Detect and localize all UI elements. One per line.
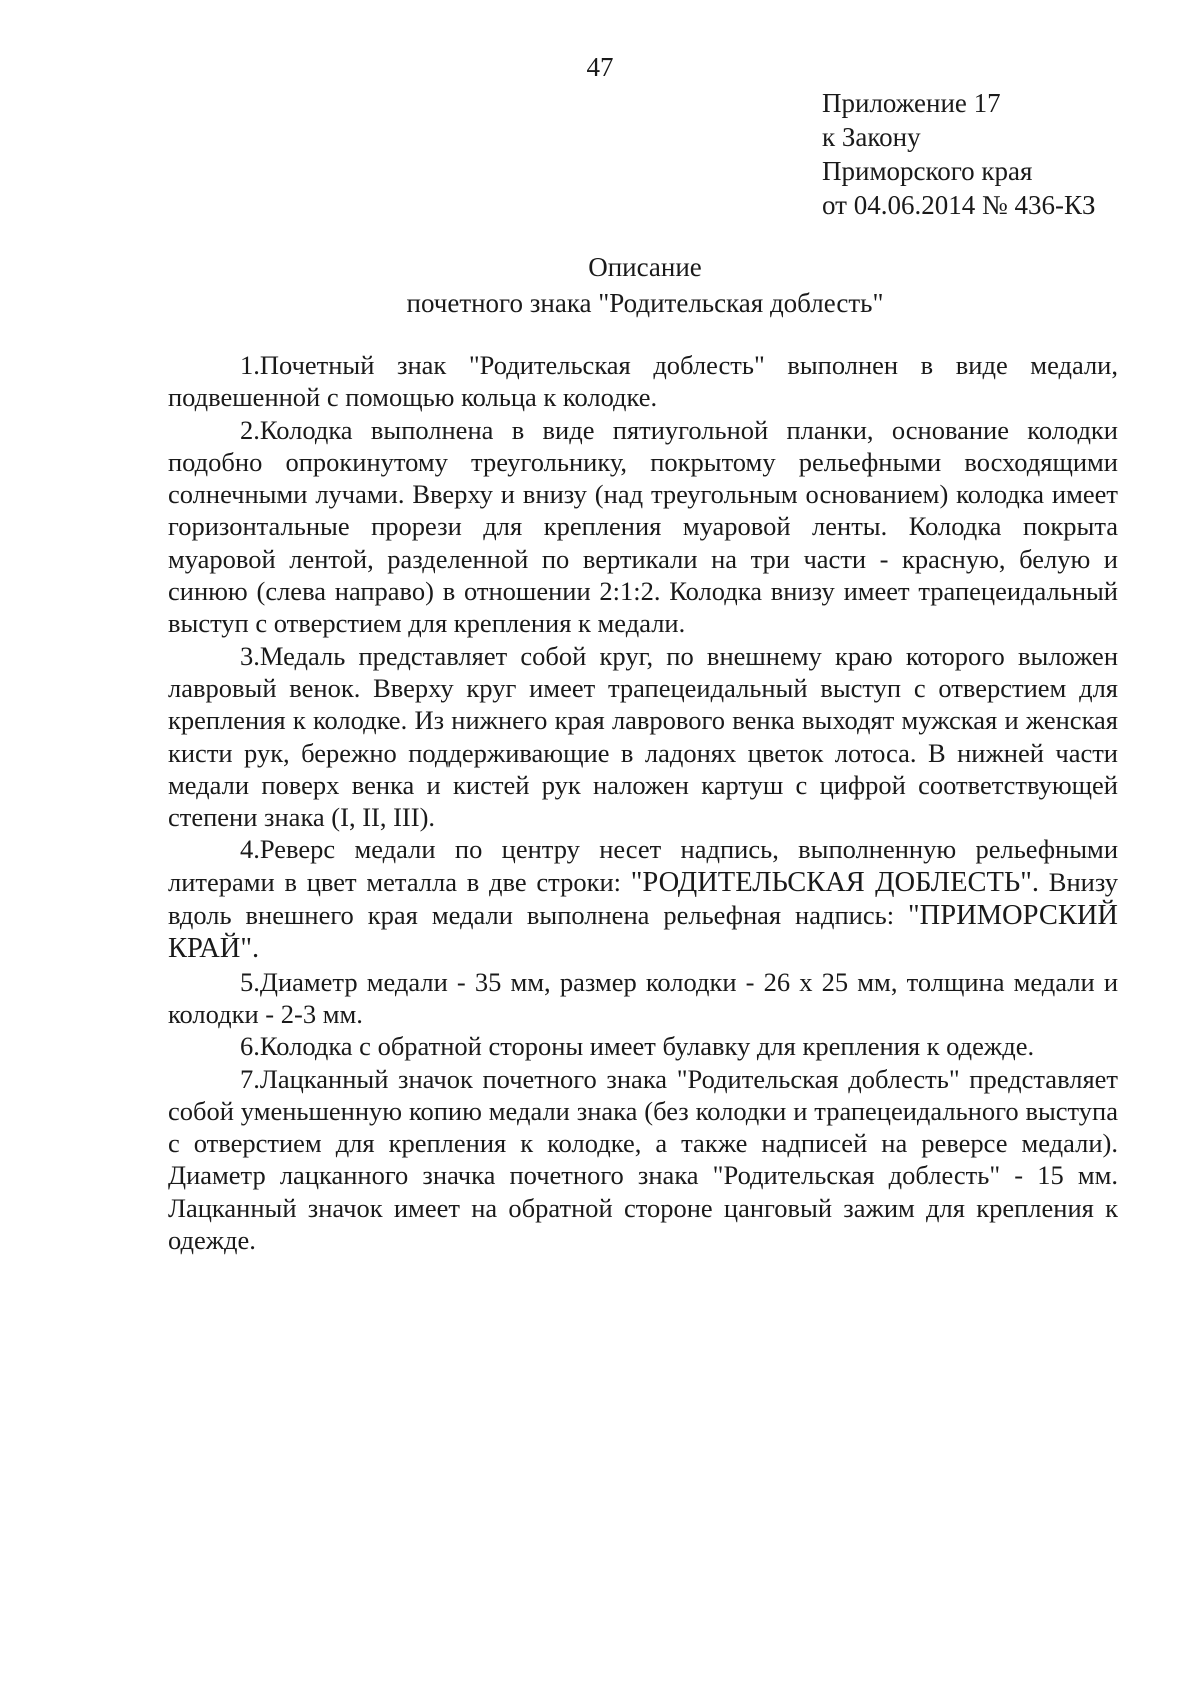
appendix-line: Приморского края	[822, 156, 1033, 186]
paragraph-6: 6.Колодка с обратной стороны имеет булавку для крепления к одежде.	[240, 1031, 1035, 1062]
title-line: Описание	[588, 252, 702, 282]
title-line: почетного знака "Родительская доблесть"	[406, 288, 884, 318]
document-title	[150, 249, 1140, 321]
paragraph-5: 5.Диаметр медали - 35 мм, размер колодки - 26 х 25 мм, толщина медали и колодки - 2-3 мм.	[168, 966, 1118, 1029]
page-number: 47	[586, 52, 614, 82]
reverse-inscription: "РОДИТЕЛЬСКАЯ ДОБЛЕСТЬ".	[630, 866, 1040, 898]
paragraph-4-text: 4.Реверс медали по центру несет надпись, выполненную рельефными литерами в цвет металла в две строки:	[168, 834, 1118, 897]
paragraph-2: 2.Колодка выполнена в виде пятиугольной планки, основание колодки подобно опрокинутому треугольнику, покрытому рельефными восходящими солнечными лучами. Вверху и внизу (над треугольным основанием) колодка имеет горизонтальные прорези для крепления муаровой ленты. Колодка покрыта муаровой лентой, разделенной по вертикали на три части - красную, белую и синюю (слева направо) в отношении 2:1:2. Колодка внизу имеет трапецеидальный выступ с отверстием для крепления к медали.	[168, 414, 1118, 639]
paragraph-3: 3.Медаль представляет собой круг, по внешнему краю которого выложен лавровый венок. Вверху круг имеет трапецеидальный выступ с отверстием для крепления к колодке. Из нижнего края лаврового венка выходят мужская и женская кисти рук, бережно поддерживающие в ладонях цветок лотоса. В нижней части медали поверх венка и кистей рук наложен картуш с цифрой соответствующей степени знака (I, II, III).	[168, 640, 1118, 833]
edge-inscription: "ПРИМОРСКИЙ КРАЙ".	[168, 900, 1118, 965]
document-body	[168, 349, 1118, 1256]
appendix-line: к Закону	[822, 122, 921, 152]
appendix-line: от 04.06.2014 № 436-КЗ	[822, 190, 1096, 220]
paragraph-7: 7.Лацканный значок почетного знака "Родительская доблесть" представляет собой уменьшенную копию медали знака (без колодки и трапецеидального выступа с отверстием для крепления к колодке, а также надписей на реверсе медали). Диаметр лацканного значка почетного знака "Родительская доблесть" - 15 мм. Лацканный значок имеет на обратной стороне цанговый зажим для крепления к одежде.	[168, 1063, 1118, 1256]
appendix-reference	[822, 86, 1095, 222]
paragraph-1: 1.Почетный знак "Родительская доблесть" выполнен в виде медали, подвешенной с помощью кольца к колодке.	[168, 350, 1118, 413]
appendix-line: Приложение 17	[822, 88, 1001, 118]
paragraph-4-text: Внизу вдоль внешнего края медали выполнена рельефная надпись:	[168, 866, 1119, 931]
paragraph-4	[168, 833, 1118, 965]
